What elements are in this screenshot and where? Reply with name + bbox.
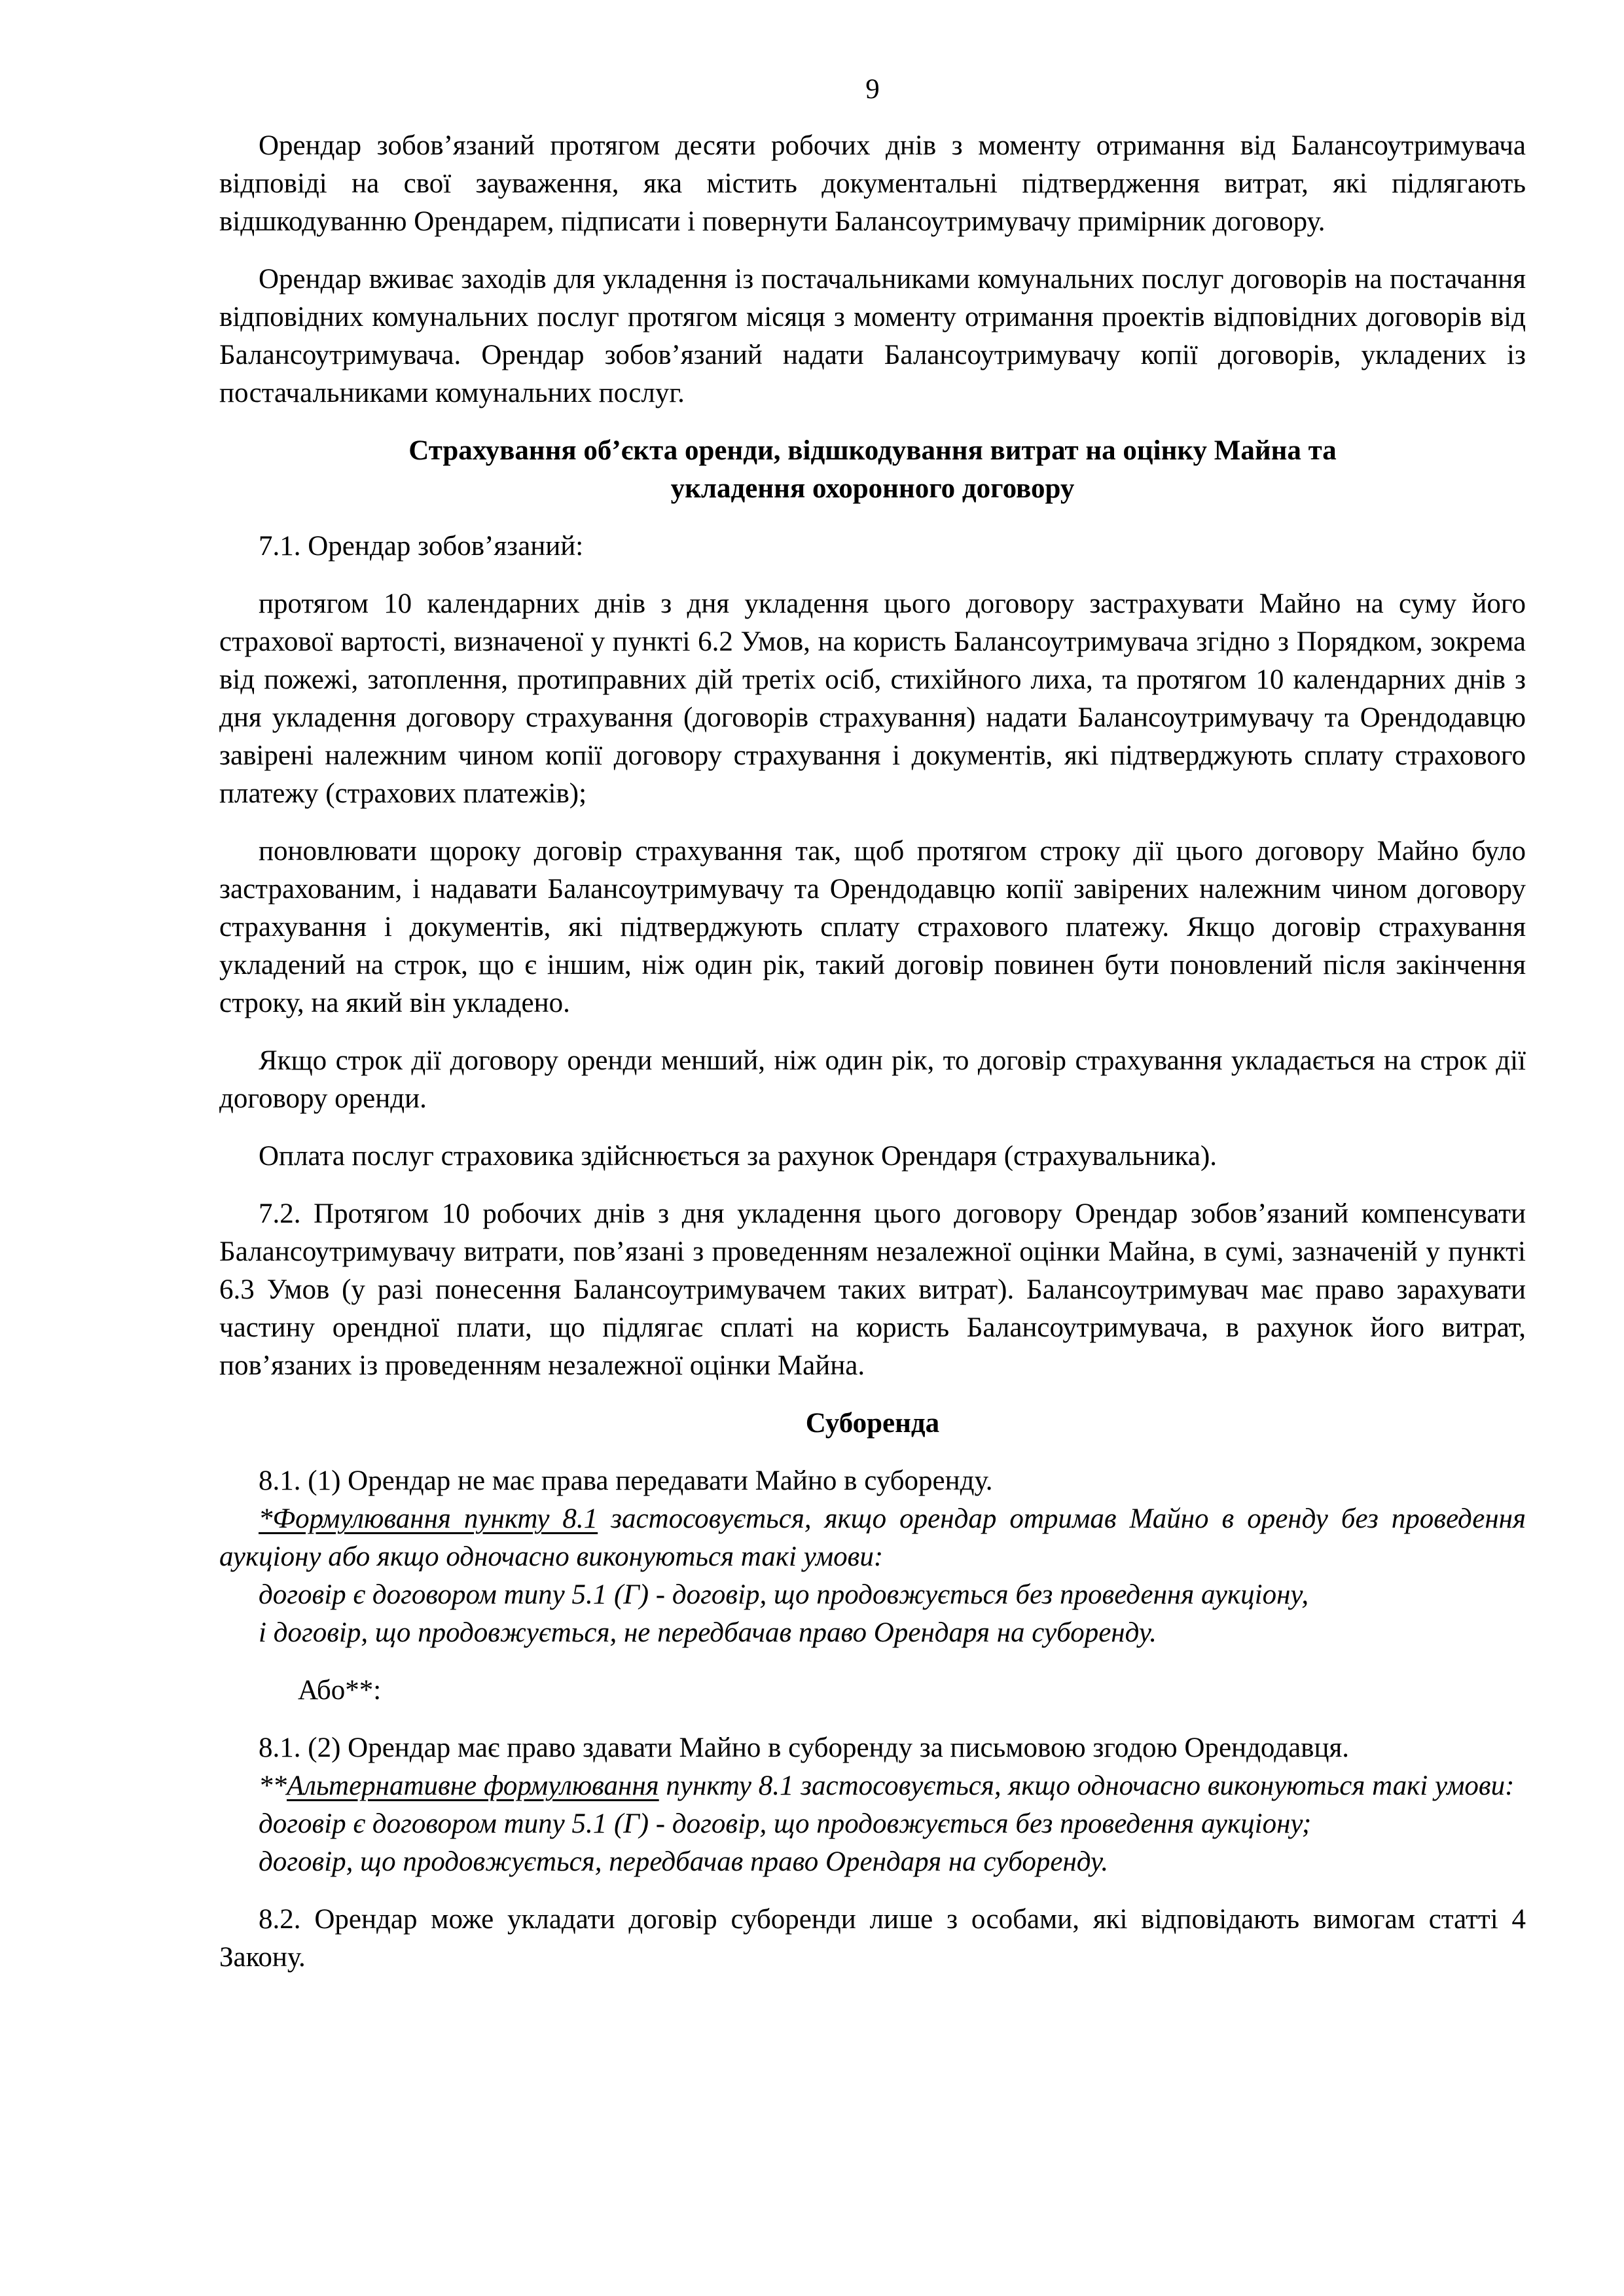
- paragraph-7-1-insurer-payment: Оплата послуг страховика здійснюється за рахунок Орендаря (страхувальника).: [259, 1141, 1218, 1172]
- paragraph-7-1-renew-insurance: поновлювати щороку договір страхування так, щоб протягом строку дії цього договору Майно було застрахованим, і надавати Балансоутримувачу та Орендодавцю копії завірених належним чином договору страхування і документів, які підтверджують сплату страхового платежу. Якщо договір страхування укладений на строк, що є іншим, ніж один рік, такий договір повинен бути поновлений після закінчення строку, на який він укладено.: [219, 836, 1526, 1018]
- page-number: 9: [865, 74, 880, 105]
- condition-variant1-b: і договір, що продовжується, не передбачав право Орендаря на суборенду.: [259, 1617, 1157, 1648]
- paragraph-8-2-sublease-persons: 8.2. Орендар може укладати договір суборенди лише з особами, які відповідають вимогам статті 4 Закону.: [219, 1904, 1526, 1973]
- note-clause-8-1-variant1: [219, 1500, 1526, 1576]
- paragraph-7-1-insure-property: протягом 10 календарних днів з дня укладення цього договору застрахувати Майно на суму його страхової вартості, визначеної у пункті 6.2 Умов, на користь Балансоутримувача згідно з Порядком, зокрема від пожежі, затоплення, протиправних дій третіх осіб, стихійного лиха, та протягом 10 календарних днів з дня укладення договору страхування (договорів страхування) надати Балансоутримувачу та Орендодавцю завірені належним чином копії договору страхування і документів, які підтверджують сплату страхового платежу (страхових платежів);: [219, 588, 1526, 809]
- condition-variant2-b: договір, що продовжується, передбачав право Орендаря на суборенду.: [259, 1846, 1109, 1877]
- note-variant2-underlined-term: Альтернативне формулювання: [287, 1770, 659, 1801]
- condition-variant1-a: договір є договором типу 5.1 (Г) - договір, що продовжується без проведення аукціону,: [259, 1579, 1309, 1610]
- heading-insurance-line2: укладення охоронного договору: [670, 473, 1075, 504]
- section-heading-sublease: Суборенда: [805, 1408, 940, 1439]
- note-variant2-text: пункту 8.1 застосовується, якщо одночасно виконуються такі умови:: [659, 1770, 1515, 1801]
- note-variant2-stars: **: [259, 1770, 287, 1801]
- paragraph-7-1-short-term: Якщо строк дії договору оренди менший, ніж один рік, то договір страхування укладається на строк дії договору оренди.: [219, 1045, 1526, 1114]
- note-variant1-text: застосовується, якщо орендар отримав Майно в оренду без проведення аукціону або якщо одночасно виконуються такі умови:: [219, 1503, 1526, 1572]
- paragraph-7-1-intro: 7.1. Орендар зобов’язаний:: [259, 531, 584, 562]
- paragraph-8-1-variant2: 8.1. (2) Орендар має право здавати Майно в суборенду за письмовою згодою Орендодавця.: [259, 1732, 1349, 1763]
- condition-variant2-a: договір є договором типу 5.1 (Г) - договір, що продовжується без проведення аукціону;: [259, 1808, 1312, 1839]
- section-heading-insurance: [219, 432, 1526, 508]
- heading-insurance-line1: Страхування об’єкта оренди, відшкодування витрат на оцінку Майна та: [408, 435, 1337, 466]
- note-variant1-underlined-term: *Формулювання пункту 8.1: [259, 1503, 598, 1534]
- paragraph-utility-contracts: Орендар вживає заходів для укладення із постачальниками комунальних послуг договорів на постачання відповідних комунальних послуг протягом місяця з моменту отримання проектів відповідних договорів від Балансоутримувача. Орендар зобов’язаний надати Балансоутримувачу копії договорів, укладених із постачальниками комунальних послуг.: [219, 264, 1526, 408]
- paragraph-tenant-sign-return: Орендар зобов’язаний протягом десяти робочих днів з моменту отримання від Балансоутримувача відповіді на свої зауваження, яка містить документальні підтвердження витрат, які підлягають відшкодуванню Орендарем, підписати і повернути Балансоутримувачу примірник договору.: [219, 130, 1526, 237]
- paragraph-8-1-variant1: 8.1. (1) Орендар не має права передавати Майно в суборенду.: [259, 1465, 993, 1496]
- paragraph-7-2-valuation-costs: 7.2. Протягом 10 робочих днів з дня укладення цього договору Орендар зобов’язаний компенсувати Балансоутримувачу витрати, пов’язані з проведенням незалежної оцінки Майна, в сумі, зазначеній у пункті 6.3 Умов (у разі понесення Балансоутримувачем таких витрат). Балансоутримувач має право зарахувати частину орендної плати, що підлягає сплаті на користь Балансоутримувача, в рахунок його витрат, пов’язаних із проведенням незалежної оцінки Майна.: [219, 1198, 1526, 1381]
- note-clause-8-1-variant2: [219, 1767, 1526, 1805]
- paragraph-or-alternative: Або**:: [298, 1675, 382, 1706]
